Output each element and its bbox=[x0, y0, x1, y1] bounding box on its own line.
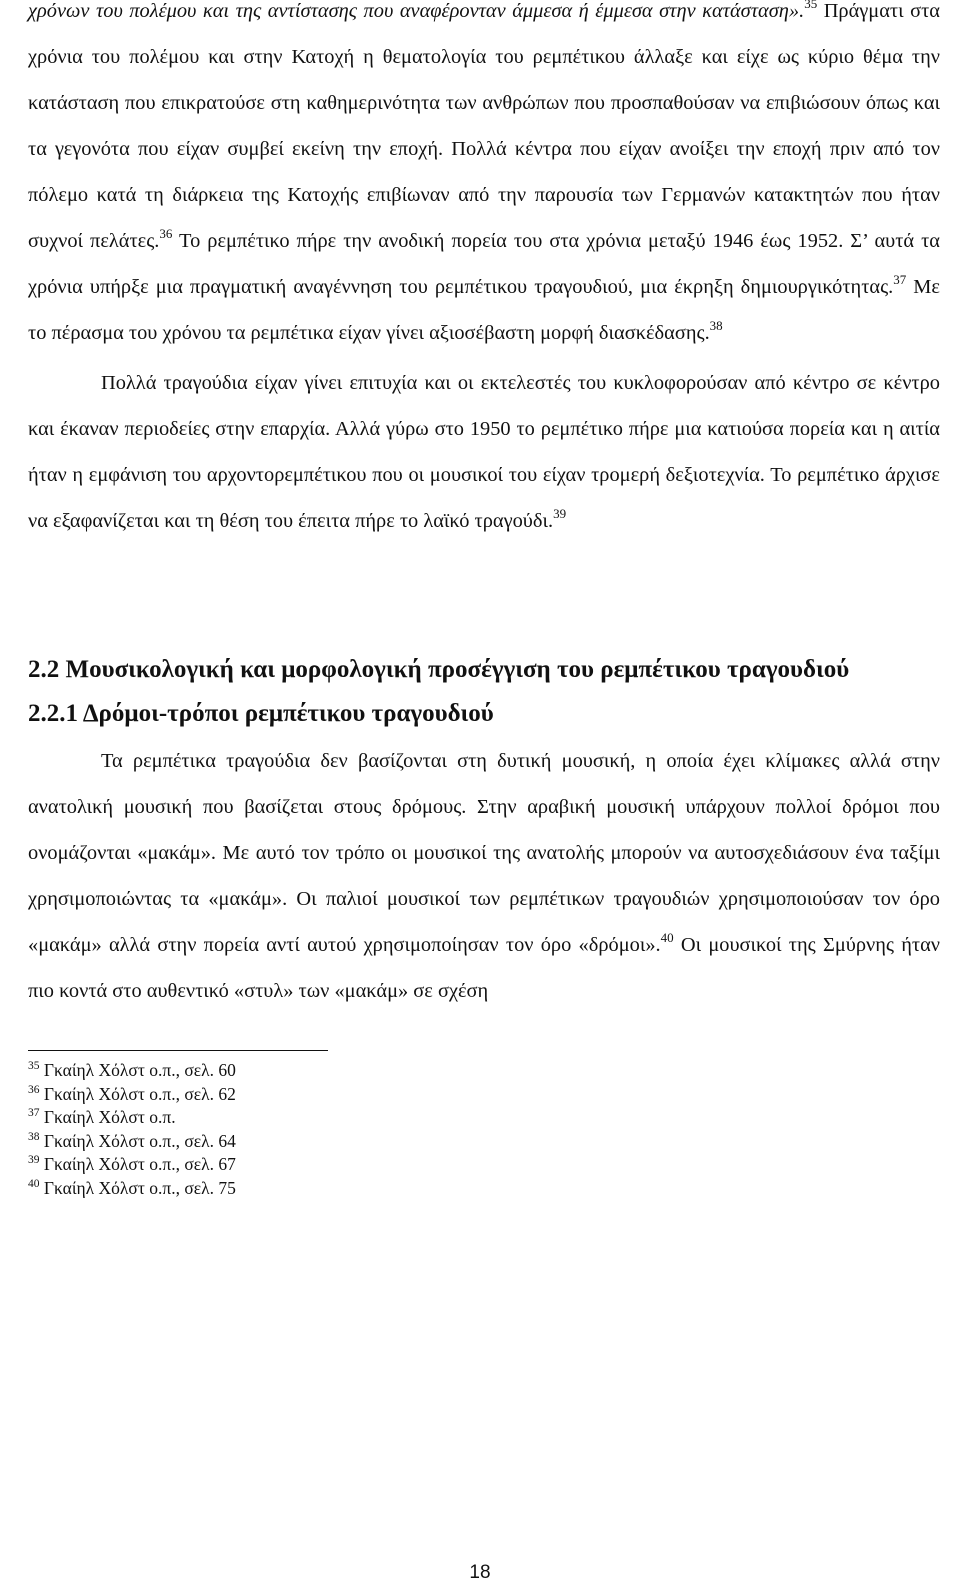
paragraph-text-b: Οι μουσικοί της Σμύρνης ήταν πιο κοντά στο αυθεντικό «στυλ» των «μακάμ» σε σχέση bbox=[28, 934, 940, 1002]
body-paragraph-1 bbox=[28, 0, 940, 356]
document-page bbox=[28, 0, 940, 1200]
section-heading-2-2: 2.2 Μουσικολογική και μορφολογική προσέγγιση του ρεμπέτικου τραγουδιού bbox=[28, 656, 850, 683]
page-number: 18 bbox=[469, 1562, 491, 1583]
footnote-37 bbox=[28, 1106, 940, 1130]
italic-quote-text: χρόνων του πολέμου και της αντίστασης που αναφέρονταν άμμεσα ή έμμεσα στην κατάσταση». bbox=[28, 0, 805, 22]
footnote-number: 40 bbox=[28, 1177, 40, 1190]
paragraph-text-b: Το ρεμπέτικο πήρε την ανοδική πορεία του στα χρόνια μεταξύ 1946 έως 1952. Σ’ αυτά τα χρόνια υπήρξε μια πραγματική αναγέννηση του ρεμπέτικου τραγουδιού, μια έκρηξη δημιουργικότητας. bbox=[28, 230, 940, 298]
footnote-number: 37 bbox=[28, 1107, 40, 1119]
footnote-38 bbox=[28, 1130, 940, 1154]
footnote-text: Γκαίηλ Χόλστ ο.π., σελ. 67 bbox=[39, 1154, 236, 1174]
subsection-heading-2-2-1: 2.2.1 Δρόμοι-τρόποι ρεμπέτικου τραγουδιού bbox=[28, 700, 494, 727]
footnote-number: 39 bbox=[28, 1154, 40, 1166]
body-paragraph-2 bbox=[28, 360, 940, 544]
paragraph-text: Πολλά τραγούδια είχαν γίνει επιτυχία και οι εκτελεστές του κυκλοφορούσαν από κέντρο σε κέντρο και έκαναν περιοδείες στην επαρχία. Αλλά γύρω στο 1950 το ρεμπέτικο πήρε μια κατιούσα πορεία και η αιτία ήταν η εμφάνιση του αρχοντορεμπέτικου που οι μουσικοί του είχαν τρομερή δεξιοτεχνία. Το ρεμπέτικο άρχισε να εξαφανίζεται και τη θέση του έπειτα πήρε το λαϊκό τραγούδι. bbox=[28, 372, 940, 532]
footnote-text: Γκαίηλ Χόλστ ο.π. bbox=[39, 1107, 176, 1127]
footnote-text: Γκαίηλ Χόλστ ο.π., σελ. 64 bbox=[39, 1130, 236, 1151]
footnote-number: 35 bbox=[28, 1060, 40, 1072]
footnote-ref-36[interactable]: 36 bbox=[159, 226, 173, 241]
body-paragraph-3 bbox=[28, 738, 940, 1014]
footnote-ref-37[interactable]: 37 bbox=[893, 272, 907, 287]
footnote-35 bbox=[28, 1059, 940, 1083]
footnote-text: Γκαίηλ Χόλστ ο.π., σελ. 75 bbox=[39, 1177, 236, 1198]
footnote-number: 36 bbox=[28, 1083, 40, 1096]
footnote-text: Γκαίηλ Χόλστ ο.π., σελ. 62 bbox=[39, 1083, 236, 1104]
footnote-ref-38[interactable]: 38 bbox=[709, 318, 723, 333]
footnote-36 bbox=[28, 1083, 940, 1107]
footnote-ref-39[interactable]: 39 bbox=[553, 506, 567, 521]
footnote-text: Γκαίηλ Χόλστ ο.π., σελ. 60 bbox=[39, 1060, 236, 1080]
footnote-40 bbox=[28, 1177, 940, 1201]
footnote-separator bbox=[28, 1050, 328, 1051]
paragraph-text-c: Με το πέρασμα του χρόνου τα ρεμπέτικα είχαν γίνει αξιοσέβαστη μορφή διασκέδασης. bbox=[28, 276, 940, 344]
footnote-ref-35[interactable]: 35 bbox=[804, 0, 818, 11]
paragraph-text-a: Τα ρεμπέτικα τραγούδια δεν βασίζονται στη δυτική μουσική, η οποία έχει κλίμακες αλλά στην ανατολική μουσική που βασίζεται στους δρόμους. Στην αραβική μουσική υπάρχουν πολλοί δρόμοι που ονομάζονται «μακάμ». Με αυτό τον τρόπο οι μουσικοί της ανατολής μπορούν να αυτοσχεδιάσουν ένα ταξίμι χρησιμοποιώντας τα «μακάμ». Οι παλιοί μουσικοί των ρεμπέτικων τραγουδιών χρησιμοποιούσαν τον όρο «μακάμ» αλλά στην πορεία αντί αυτού χρησιμοποίησαν τον όρο «δρόμοι». bbox=[28, 750, 940, 956]
footnote-ref-40[interactable]: 40 bbox=[660, 930, 674, 945]
footnote-number: 38 bbox=[28, 1130, 40, 1143]
footnotes-list bbox=[28, 1059, 940, 1200]
footnote-39 bbox=[28, 1153, 940, 1177]
paragraph-text-a: Πράγματι στα χρόνια του πολέμου και στην Κατοχή η θεματολογία του ρεμπέτικου άλλαξε και είχε ως κύριο θέμα την κατάσταση που επικρατούσε στη καθημερινότητα των ανθρώπων που προσπαθούσαν να επιβιώσουν όπως και τα γεγονότα που είχαν συμβεί εκείνη την εποχή. Πολλά κέντρα που είχαν ανοίξει την εποχή πριν από τον πόλεμο κατά τη διάρκεια της Κατοχής επιβίωναν από την παρουσία των Γερμανών κατακτητών που ήταν συχνοί πελάτες. bbox=[28, 0, 940, 252]
section-heading-block bbox=[28, 644, 940, 732]
